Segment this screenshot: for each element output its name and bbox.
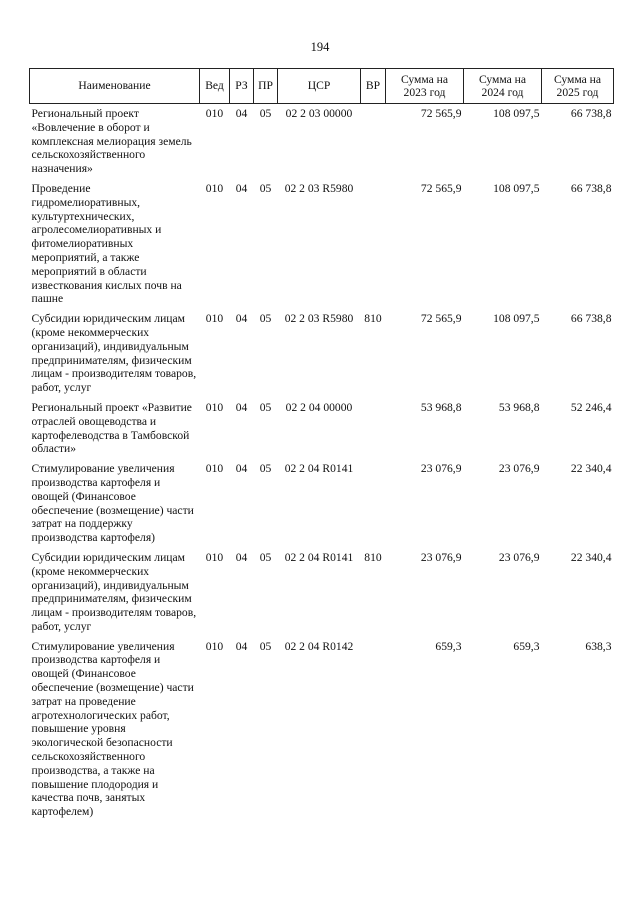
table-row <box>30 309 614 398</box>
row-rz: 04 <box>235 312 248 326</box>
row-vr <box>361 179 386 309</box>
row-rz: 04 <box>235 107 248 120</box>
row-sum-2023: 72 565,9 <box>420 107 462 120</box>
row-ved: 010 <box>205 639 224 653</box>
header-sum-2024: Сумма на 2024 год <box>464 69 542 104</box>
row-sum-2024: 23 076,9 <box>498 550 540 564</box>
table-header-row <box>30 69 614 104</box>
table-row <box>30 398 614 459</box>
row-ved: 010 <box>205 400 224 414</box>
row-sum-2025: 638,3 <box>585 639 612 653</box>
header-name: Наименование <box>30 69 200 104</box>
row-vr <box>361 104 386 179</box>
header-csr: ЦСР <box>278 69 361 104</box>
row-pr: 05 <box>259 462 272 476</box>
row-csr: 02 2 04 00000 <box>285 400 353 414</box>
row-sum-2025: 66 738,8 <box>570 107 612 120</box>
table-row <box>30 104 614 179</box>
row-rz: 04 <box>235 550 248 564</box>
row-rz: 04 <box>235 639 248 653</box>
header-ved: Вед <box>200 69 230 104</box>
header-sum-2025: Сумма на 2025 год <box>542 69 614 104</box>
header-rz: РЗ <box>230 69 254 104</box>
page-number: 194 <box>310 40 330 54</box>
row-name: Региональный проект «Вовлечение в оборот и комплексная мелиорация земель сельскохозяйственного назначения» <box>31 107 192 176</box>
row-rz: 04 <box>235 400 248 414</box>
row-csr: 02 2 04 R0141 <box>284 550 354 564</box>
row-sum-2025: 66 738,8 <box>570 312 612 326</box>
row-pr: 05 <box>259 312 272 326</box>
row-sum-2024: 23 076,9 <box>498 462 540 476</box>
row-sum-2025: 52 246,4 <box>570 400 612 414</box>
row-sum-2023: 72 565,9 <box>420 181 462 195</box>
row-sum-2025: 22 340,4 <box>570 462 612 476</box>
row-rz: 04 <box>235 181 248 195</box>
row-csr: 02 2 03 R5980 <box>284 312 354 326</box>
row-rz: 04 <box>235 462 248 476</box>
row-name: Проведение гидромелиоративных, культуртехнических, агролесомелиоративных и фитомелиоративных мероприятий, а также мероприятий в области известкования кислых почв на пашне <box>31 181 182 306</box>
header-vr: ВР <box>361 69 386 104</box>
row-ved: 010 <box>205 550 224 564</box>
row-sum-2025: 22 340,4 <box>570 550 612 564</box>
table-row <box>30 179 614 309</box>
row-sum-2025: 66 738,8 <box>570 181 612 195</box>
row-ved: 010 <box>205 462 224 476</box>
row-pr: 05 <box>259 400 272 414</box>
row-sum-2023: 23 076,9 <box>420 550 462 564</box>
row-name: Субсидии юридическим лицам (кроме некоммерческих организаций), индивидуальным предпринимателям, физическим лицам - производителям товаров, работ, услуг <box>31 550 197 633</box>
row-sum-2024: 108 097,5 <box>493 181 540 195</box>
table-row <box>30 548 614 637</box>
row-sum-2024: 659,3 <box>513 639 540 653</box>
table-row <box>30 459 614 548</box>
row-sum-2023: 23 076,9 <box>420 462 462 476</box>
row-pr: 05 <box>259 550 272 564</box>
row-pr: 05 <box>259 181 272 195</box>
row-sum-2024: 53 968,8 <box>498 400 540 414</box>
row-name: Стимулирование увеличения производства картофеля и овощей (Финансовое обеспечение (возмещение) части затрат на проведение агротехнологических работ, повышение уровня экологической безопасности сельскохозяйственного производства, а также на повышение плодородия и качества почв, занятых картофелем) <box>31 639 194 819</box>
budget-table <box>29 68 614 822</box>
row-ved: 010 <box>205 181 224 195</box>
row-sum-2024: 108 097,5 <box>493 107 540 120</box>
row-csr: 02 2 04 R0141 <box>284 462 354 476</box>
row-ved: 010 <box>205 107 224 120</box>
row-name: Стимулирование увеличения производства картофеля и овощей (Финансовое обеспечение (возмещение) части затрат на поддержку производства картофеля) <box>31 462 194 545</box>
header-sum-2023: Сумма на 2023 год <box>386 69 464 104</box>
row-pr: 05 <box>259 639 272 653</box>
row-sum-2023: 72 565,9 <box>420 312 462 326</box>
row-csr: 02 2 03 00000 <box>285 107 353 120</box>
row-vr: 810 <box>364 312 382 326</box>
row-sum-2024: 108 097,5 <box>493 312 540 326</box>
row-sum-2023: 659,3 <box>435 639 462 653</box>
row-pr: 05 <box>259 107 272 120</box>
row-csr: 02 2 03 R5980 <box>284 181 354 195</box>
row-sum-2023: 53 968,8 <box>420 400 462 414</box>
row-ved: 010 <box>205 312 224 326</box>
row-name: Субсидии юридическим лицам (кроме некоммерческих организаций), индивидуальным предпринимателям, физическим лицам - производителям товаров, работ, услуг <box>31 312 197 395</box>
row-name: Региональный проект «Развитие отраслей овощеводства и картофелеводства в Тамбовской области» <box>31 400 192 456</box>
table-row <box>30 637 614 822</box>
row-vr: 810 <box>364 550 382 564</box>
row-vr <box>361 398 386 459</box>
header-pr: ПР <box>254 69 278 104</box>
row-vr <box>361 459 386 548</box>
row-csr: 02 2 04 R0142 <box>284 639 354 653</box>
row-vr <box>361 637 386 822</box>
